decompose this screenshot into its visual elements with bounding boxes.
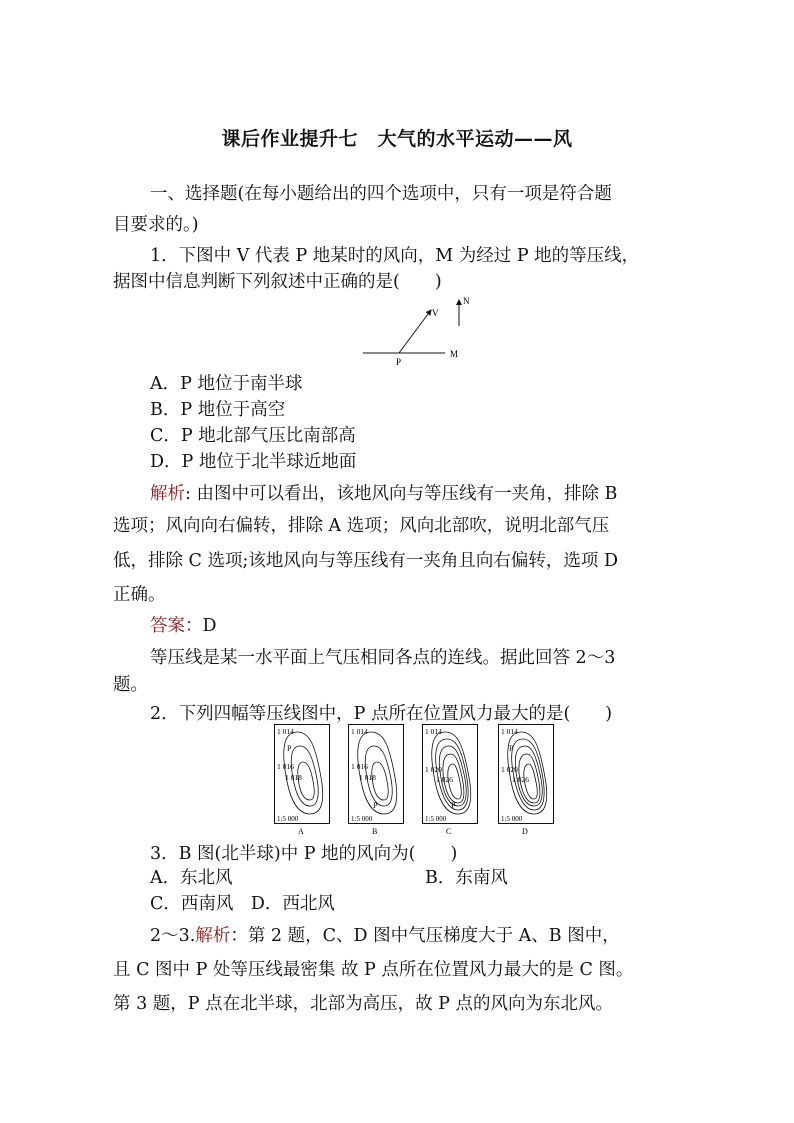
map-a-outer-label: 1 014 <box>277 727 294 736</box>
isobar-map-a <box>275 725 330 837</box>
map-c-letter: C <box>446 827 452 836</box>
q1-answer <box>150 614 217 638</box>
map-b-letter: B <box>372 827 378 836</box>
section-heading: 一、选择题(在每小题给出的四个选项中，只有一项是符合题 <box>150 184 612 204</box>
n-label: N <box>463 296 470 306</box>
map-a-scale: 1:5 000 <box>277 815 299 823</box>
map-d-letter: D <box>522 827 528 836</box>
analysis-2-3-line-1 <box>150 924 620 948</box>
q1-option-a: A．P 地位于南半球 <box>150 374 303 394</box>
answer-label: 答案： <box>150 616 203 636</box>
analysis-2-3-label: 解析 <box>195 926 231 946</box>
map-b-mid-label: 1 016 <box>351 762 368 771</box>
q2-stem: 2．下列四幅等压线图中，P 点所在位置风力最大的是( ) <box>150 704 613 724</box>
q1-stem-2: 据图中信息判断下列叙述中正确的是( ) <box>113 272 442 292</box>
map-d-scale: 1:5 000 <box>501 815 523 823</box>
map-c-scale: 1:5 000 <box>425 815 447 823</box>
map-c-inner-label: 1 026 <box>436 775 453 784</box>
q1-option-b: B．P 地位于高空 <box>150 400 286 420</box>
analysis-2-3-text-1: ：第 2 题，C、D 图中气压梯度大于 A、B 图中， <box>230 926 620 946</box>
map-b-p-label: P <box>373 801 378 810</box>
q1-wind-figure <box>355 292 485 372</box>
map-a-letter: A <box>298 827 304 836</box>
map-d-outer-label: 1 014 <box>501 727 518 736</box>
q1-option-c: C．P 地北部气压比南部高 <box>150 426 356 446</box>
q1-analysis-line-1 <box>150 482 617 506</box>
map-a-mid-label: 1 016 <box>277 762 294 771</box>
answer-value: D <box>202 616 217 636</box>
analysis-2-3-line-3: 第 3 题，P 点在北半球，北部为高压，故 P 点的风向为东北风。 <box>113 994 613 1014</box>
q1-analysis-line-4: 正确。 <box>113 585 166 605</box>
map-b-inner-label: 1 018 <box>359 773 376 782</box>
map-d-inner-label: 1 026 <box>512 775 529 784</box>
q1-analysis-line-2: 选项；风向向右偏转，排除 A 选项；风向北部吹，说明北部气压 <box>113 516 610 536</box>
page-title: 课后作业提升七 大气的水平运动——风 <box>221 128 573 150</box>
map-b-outer-label: 1 014 <box>351 727 368 736</box>
section-heading-cont: 目要求的。) <box>113 215 199 235</box>
intro-2-3-cont: 题。 <box>113 675 148 695</box>
analysis-label: 解析 <box>150 484 185 504</box>
q3-options-cd: C．西南风 D．西北风 <box>150 894 335 914</box>
isobar-map-c <box>423 725 478 837</box>
q1-analysis-line-3: 低，排除 C 选项;该地风向与等压线有一夹角且向右偏转，选项 D <box>113 551 619 571</box>
map-a-p-label: P <box>287 744 292 753</box>
isobar-map-b <box>349 725 404 837</box>
isobar-map-d <box>499 725 554 837</box>
analysis-2-3-line-2: 且 C 图中 P 处等压线最密集 故 P 点所在位置风力最大的是 C 图。 <box>113 960 634 980</box>
map-c-p-label: P <box>451 801 456 810</box>
m-label: M <box>450 349 459 359</box>
map-d-mid-label: 1 020 <box>501 765 518 774</box>
map-a-inner-label: 1 018 <box>285 773 302 782</box>
map-d-p-label: P <box>509 744 514 753</box>
q3-option-b: B．东南风 <box>425 868 508 888</box>
wind-vector <box>399 310 431 353</box>
map-c-outer-label: 1 014 <box>425 727 442 736</box>
p-label: P <box>396 357 402 367</box>
map-c-mid-label: 1 020 <box>425 765 442 774</box>
q3-stem: 3．B 图(北半球)中 P 地的风向为( ) <box>150 844 458 864</box>
q3-option-a: A．东北风 <box>150 868 233 888</box>
analysis-2-3-prefix: 2～3. <box>150 926 196 946</box>
map-b-scale: 1:5 000 <box>351 815 373 823</box>
q2-isobar-maps <box>270 724 570 840</box>
v-label: V <box>432 308 439 318</box>
q1-stem-1: 1．下图中 V 代表 P 地某时的风向，M 为经过 P 地的等压线， <box>150 246 640 266</box>
analysis-text: : 由图中可以看出，该地风向与等压线有一夹角，排除 B <box>185 484 618 504</box>
q1-option-d: D．P 地位于北半球近地面 <box>150 452 357 472</box>
intro-2-3: 等压线是某一水平面上气压相同各点的连线。据此回答 2～3 <box>150 648 616 668</box>
